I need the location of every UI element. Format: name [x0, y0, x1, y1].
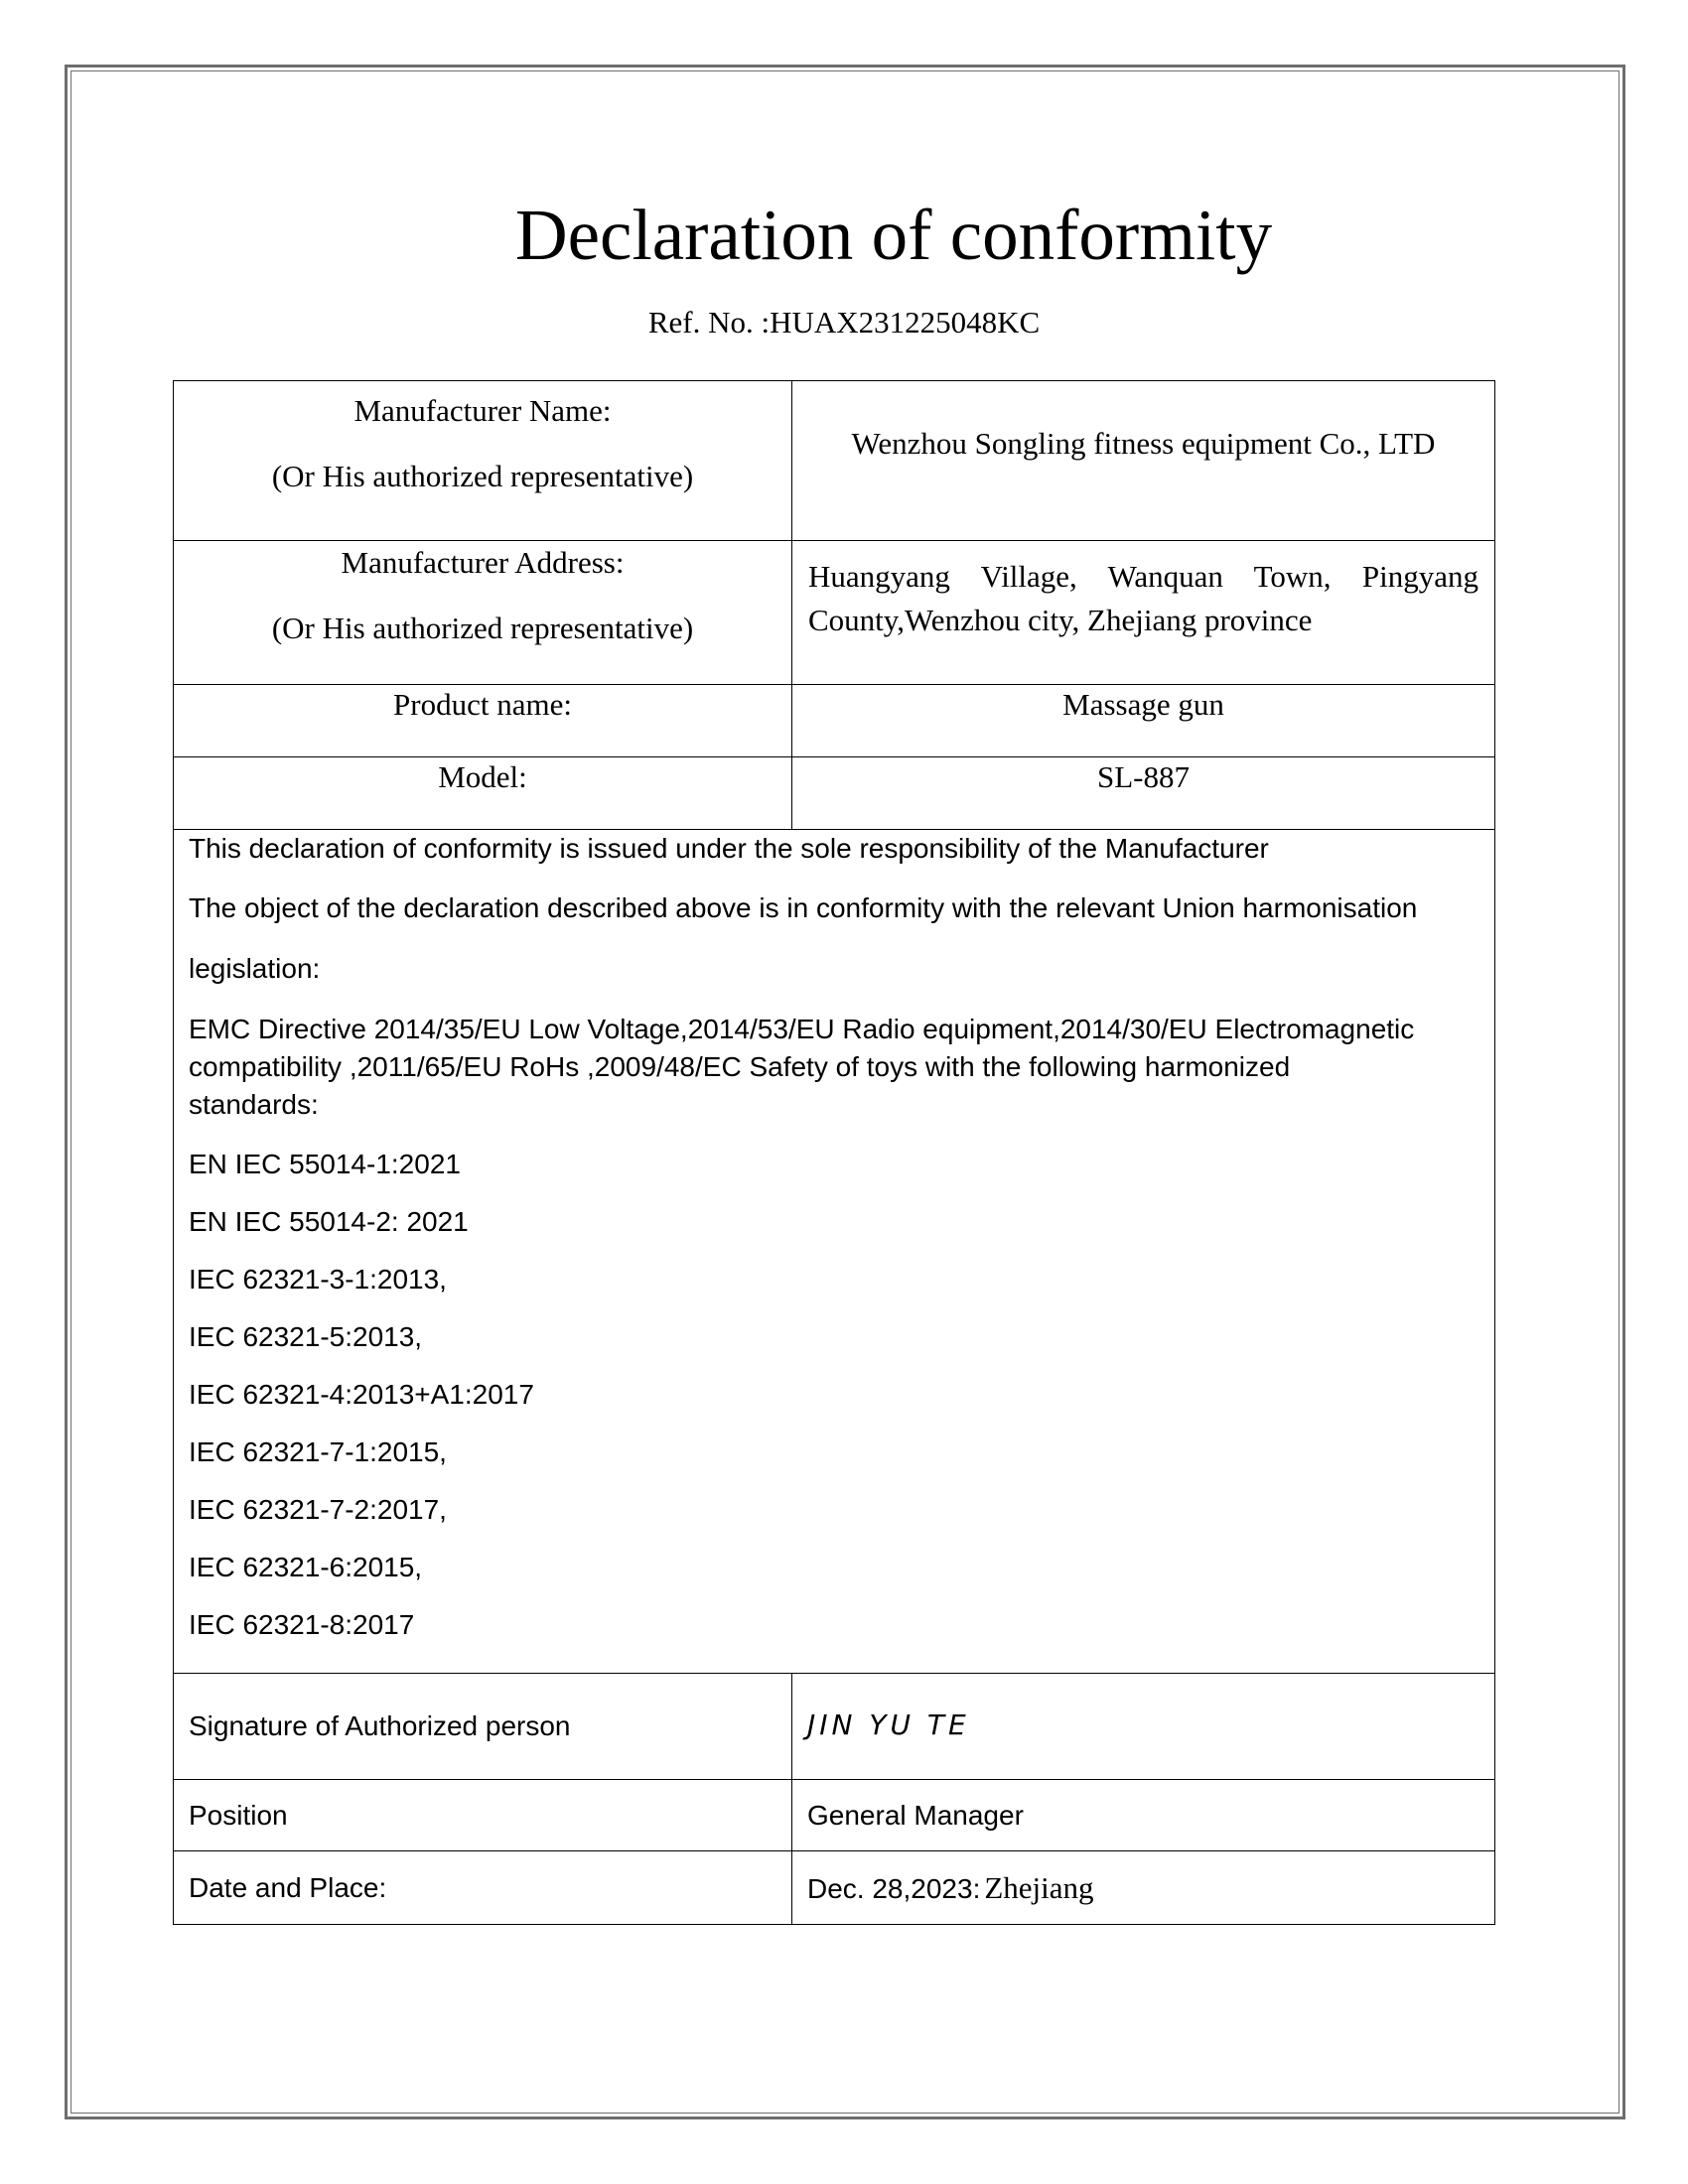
declaration-cell	[174, 830, 1495, 1674]
date-value: Dec. 28,2023:	[807, 1872, 981, 1904]
manufacturer-address-label: Manufacturer Address:	[341, 545, 625, 580]
position-value: General Manager	[807, 1799, 1024, 1831]
signature-label: Signature of Authorized person	[189, 1710, 571, 1741]
standard-item: EN IEC 55014-2: 2021	[189, 1206, 469, 1237]
date-place-label: Date and Place:	[189, 1871, 387, 1903]
place-value: Zhejiang	[984, 1869, 1094, 1905]
directives-line-2: compatibility ,2011/65/EU RoHs ,2009/48/EC Safety of toys with the following harmonized	[189, 1051, 1291, 1082]
date-place-value-cell	[792, 1851, 1495, 1925]
reference-number: Ref. No. :HUAX231225048KC	[647, 305, 1041, 340]
product-name-value-cell	[792, 685, 1495, 757]
signature-value: JIN YU TE	[807, 1707, 970, 1741]
standard-item: IEC 62321-8:2017	[189, 1609, 415, 1640]
manufacturer-name-row	[174, 381, 1495, 541]
model-label: Model:	[438, 759, 527, 794]
signature-label-cell	[174, 1674, 792, 1780]
declaration-row	[174, 830, 1495, 1674]
manufacturer-address-value: Huangyang Village, Wanquan Town, Pingyang County,Wenzhou city, Zhejiang province	[808, 559, 1478, 637]
standard-item: IEC 62321-3-1:2013,	[189, 1264, 447, 1295]
product-name-label-cell	[174, 685, 792, 757]
declaration-table	[173, 380, 1495, 1925]
product-name-value: Massage gun	[1062, 687, 1224, 722]
manufacturer-name-label: Manufacturer Name:	[353, 393, 612, 428]
manufacturer-address-sublabel: (Or His authorized representative)	[271, 611, 694, 646]
declaration-line-1: This declaration of conformity is issued under the sole responsibility of the Manufacturer	[189, 833, 1269, 864]
directives-line-3: standards:	[189, 1089, 319, 1120]
standard-item: IEC 62321-6:2015,	[189, 1552, 423, 1582]
date-place-row	[174, 1851, 1495, 1925]
product-name-row	[174, 685, 1495, 757]
standard-item: IEC 62321-4:2013+A1:2017	[189, 1379, 534, 1410]
standard-item: IEC 62321-7-2:2017,	[189, 1494, 447, 1525]
signature-row	[174, 1674, 1495, 1780]
manufacturer-address-row	[174, 541, 1495, 685]
directives-line-1: EMC Directive 2014/35/EU Low Voltage,2014/53/EU Radio equipment,2014/30/EU Electromagnetic	[189, 1014, 1415, 1044]
position-label: Position	[189, 1799, 288, 1831]
position-value-cell	[792, 1780, 1495, 1851]
standard-item: EN IEC 55014-1:2021	[189, 1149, 461, 1179]
position-label-cell	[174, 1780, 792, 1851]
manufacturer-name-value-cell	[792, 381, 1495, 541]
standards-list	[189, 1124, 1494, 1654]
model-row	[174, 757, 1495, 830]
manufacturer-address-value-cell	[792, 541, 1495, 685]
manufacturer-name-sublabel: (Or His authorized representative)	[271, 459, 694, 494]
manufacturer-name-value: Wenzhou Songling fitness equipment Co., LTD	[851, 426, 1436, 461]
model-value-cell	[792, 757, 1495, 830]
manufacturer-name-label-cell	[174, 381, 792, 541]
model-label-cell	[174, 757, 792, 830]
position-row	[174, 1780, 1495, 1851]
standard-item: IEC 62321-5:2013,	[189, 1321, 423, 1352]
declaration-line-3: legislation:	[189, 953, 321, 984]
declaration-line-2: The object of the declaration described above is in conformity with the relevant Union harmonisation	[189, 892, 1418, 923]
model-value: SL-887	[1097, 759, 1190, 794]
date-place-label-cell	[174, 1851, 792, 1925]
standard-item: IEC 62321-7-1:2015,	[189, 1436, 447, 1467]
document-title: Declaration of conformity	[514, 195, 1273, 275]
signature-value-cell	[792, 1674, 1495, 1780]
manufacturer-address-label-cell	[174, 541, 792, 685]
product-name-label: Product name:	[393, 687, 572, 722]
